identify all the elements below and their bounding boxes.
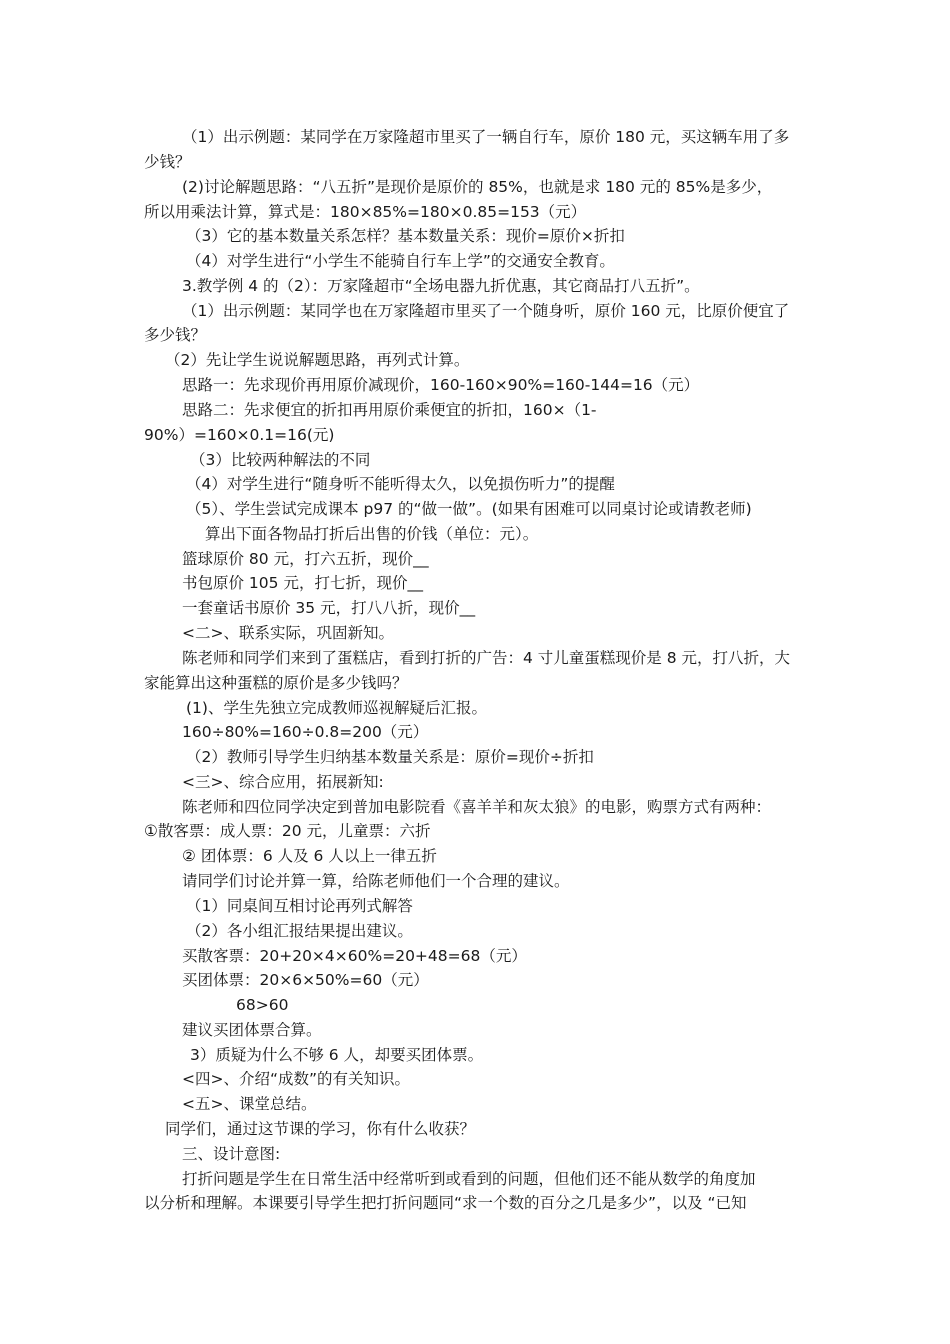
text-line: (1)、学生先独立完成教师巡视解疑后汇报。 xyxy=(186,699,487,717)
text-line: 一套童话书原价 35 元，打八八折，现价__ xyxy=(182,599,476,617)
text-line: 以分析和理解。本课要引导学生把打折问题同“求一个数的百分之几是多少”，以及 “已知 xyxy=(144,1194,747,1212)
text-line: 三、设计意图: xyxy=(182,1145,281,1163)
text-line: 思路二：先求便宜的折扣再用原价乘便宜的折扣，160×（1- xyxy=(182,401,597,419)
text-line: 家能算出这种蛋糕的原价是多少钱吗？ xyxy=(144,674,408,692)
text-line: （2）教师引导学生归纳基本数量关系是：原价=现价÷折扣 xyxy=(186,748,594,766)
text-line: （2）先让学生说说解题思路，再列式计算。 xyxy=(165,351,470,369)
text-line: （3）它的基本数量关系怎样？基本数量关系：现价=原价×折扣 xyxy=(186,227,625,245)
text-line: 多少钱？ xyxy=(144,326,207,344)
text-line: （3）比较两种解法的不同 xyxy=(190,451,371,469)
text-line: （1）出示例题：某同学也在万家隆超市里买了一个随身听，原价 160 元，比原价便宜了 xyxy=(182,302,790,320)
text-line: (2)讨论解题思路：“八五折”是现价是原价的 85%，也就是求 180 元的 85%是多少， xyxy=(182,178,773,196)
text-line: （5）、学生尝试完成课本 p97 的“做一做”。(如果有困难可以同桌讨论或请教老师) xyxy=(186,500,752,518)
text-line: 3）质疑为什么不够 6 人，却要买团体票。 xyxy=(190,1046,484,1064)
text-line: <二>、联系实际，巩固新知。 xyxy=(182,624,394,642)
text-line: 篮球原价 80 元，打六五折，现价__ xyxy=(182,550,429,568)
text-line: 请同学们讨论并算一算，给陈老师他们一个合理的建议。 xyxy=(182,872,570,890)
text-line: 同学们，通过这节课的学习，你有什么收获？ xyxy=(165,1120,476,1138)
text-line: 陈老师和同学们来到了蛋糕店，看到打折的广告：4 寸儿童蛋糕现价是 8 元，打八折，大 xyxy=(182,649,791,667)
text-line: 算出下面各物品打折后出售的价钱（单位：元）。 xyxy=(205,525,539,543)
text-line: 160÷80%=160÷0.8=200（元） xyxy=(182,723,429,741)
text-line: 90%）=160×0.1=16(元) xyxy=(144,426,335,444)
text-line: 买散客票：20+20×4×60%=20+48=68（元） xyxy=(182,947,527,965)
text-line: （2）各小组汇报结果提出建议。 xyxy=(186,922,413,940)
text-line: （1）出示例题：某同学在万家隆超市里买了一辆自行车，原价 180 元，买这辆车用了多 xyxy=(182,128,790,146)
text-line: ①散客票：成人票：20 元，儿童票：六折 xyxy=(144,822,431,840)
text-line: 少钱？ xyxy=(144,153,191,171)
text-line: 打折问题是学生在日常生活中经常听到或看到的问题，但他们还不能从数学的角度加 xyxy=(182,1170,756,1188)
text-line: 建议买团体票合算。 xyxy=(182,1021,322,1039)
text-line: ② 团体票：6 人及 6 人以上一律五折 xyxy=(182,847,437,865)
text-line: <五>、课堂总结。 xyxy=(182,1095,317,1113)
text-line: 买团体票：20×6×50%=60（元） xyxy=(182,971,429,989)
text-line: 陈老师和四位同学决定到普加电影院看《喜羊羊和灰太狼》的电影，购票方式有两种： xyxy=(182,798,772,816)
text-line: （4）对学生进行“小学生不能骑自行车上学”的交通安全教育。 xyxy=(186,252,615,270)
text-line: <四>、介绍“成数”的有关知识。 xyxy=(182,1070,411,1088)
text-line: 所以用乘法计算，算式是：180×85%=180×0.85=153（元） xyxy=(144,203,587,221)
text-line: 书包原价 105 元，打七折，现价__ xyxy=(182,574,423,592)
text-line: 思路一：先求现价再用原价减现价，160-160×90%=160-144=16（元） xyxy=(182,376,700,394)
text-line: （1）同桌间互相讨论再列式解答 xyxy=(186,897,413,915)
text-line: 68>60 xyxy=(236,996,289,1014)
text-line: 3.教学例 4 的（2）：万家隆超市“全场电器九折优惠，其它商品打八五折”。 xyxy=(182,277,700,295)
text-line: （4）对学生进行“随身听不能听得太久，以免损伤听力”的提醒 xyxy=(186,475,615,493)
text-line: <三>、综合应用，拓展新知: xyxy=(182,773,384,791)
